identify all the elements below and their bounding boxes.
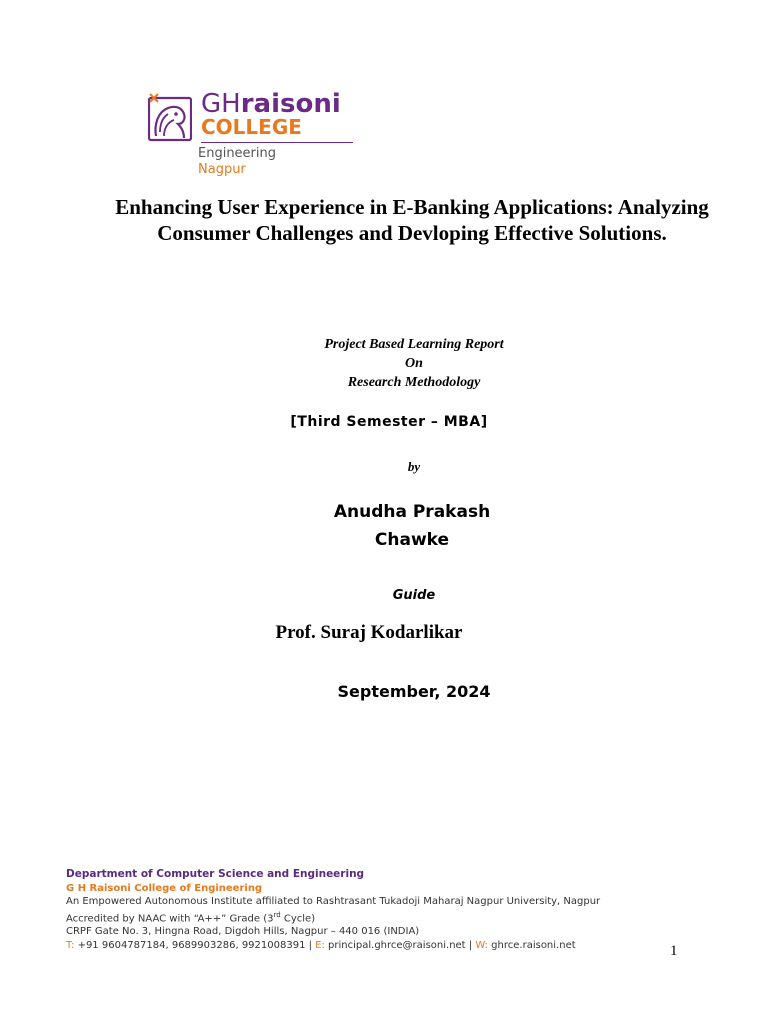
logo-college: COLLEGE — [201, 115, 302, 139]
title-line-1: Enhancing User Experience in E-Banking Applications: Analyzing — [115, 195, 709, 219]
accreditation-post: Cycle) — [280, 912, 316, 924]
date: September, 2024 — [337, 682, 491, 701]
report-type — [0, 335, 768, 392]
logo-gh: GH — [201, 89, 241, 119]
footer-college: G H Raisoni College of Engineering — [66, 882, 263, 894]
footer-contact — [66, 939, 600, 953]
logo-city: Nagpur — [198, 162, 246, 177]
page-number: 1 — [670, 943, 678, 959]
phone-label: T: — [66, 939, 75, 951]
footer-department: Department of Computer Science and Engineering — [66, 868, 365, 880]
logo-subtitle: Engineering — [198, 146, 276, 161]
author-name — [0, 498, 768, 554]
guide-name: Prof. Suraj Kodarlikar — [275, 622, 463, 643]
report-line-1: Project Based Learning Report — [324, 337, 504, 352]
email-address[interactable]: principal.ghrce@raisoni.net | — [324, 939, 476, 951]
guide-label: Guide — [392, 588, 436, 603]
email-label: E: — [315, 939, 325, 951]
footer-accreditation — [66, 909, 600, 926]
accreditation-text: Accredited by NAAC with “A++” Grade (3 — [66, 912, 274, 924]
report-line-2: On — [405, 356, 423, 371]
author-line-1: Anudha Prakash — [333, 502, 491, 522]
author-line-2: Chawke — [374, 530, 450, 550]
web-label: W: — [475, 939, 488, 951]
semester: [Third Semester – MBA] — [290, 414, 488, 430]
title-line-2: Consumer Challenges and Devloping Effective Solutions. — [157, 221, 667, 245]
logo-divider — [201, 142, 353, 143]
by-label: by — [407, 459, 421, 474]
logo-raisoni: raisoni — [240, 89, 341, 119]
footer — [66, 868, 600, 952]
lion-icon — [148, 92, 192, 142]
document-title — [40, 194, 768, 246]
website-link[interactable]: ghrce.raisoni.net — [488, 939, 576, 951]
footer-affiliation: An Empowered Autonomous Institute affiliated to Rashtrasant Tukadoji Maharaj Nagpur University, Nagpur — [66, 896, 601, 907]
accreditation-sup: rd — [273, 910, 281, 919]
report-line-3: Research Methodology — [347, 375, 481, 390]
phone-numbers: +91 9604787184, 9689903286, 9921008391 | — [74, 939, 316, 951]
footer-address: CRPF Gate No. 3, Hingna Road, Digdoh Hills, Nagpur – 440 016 (INDIA) — [66, 926, 420, 938]
